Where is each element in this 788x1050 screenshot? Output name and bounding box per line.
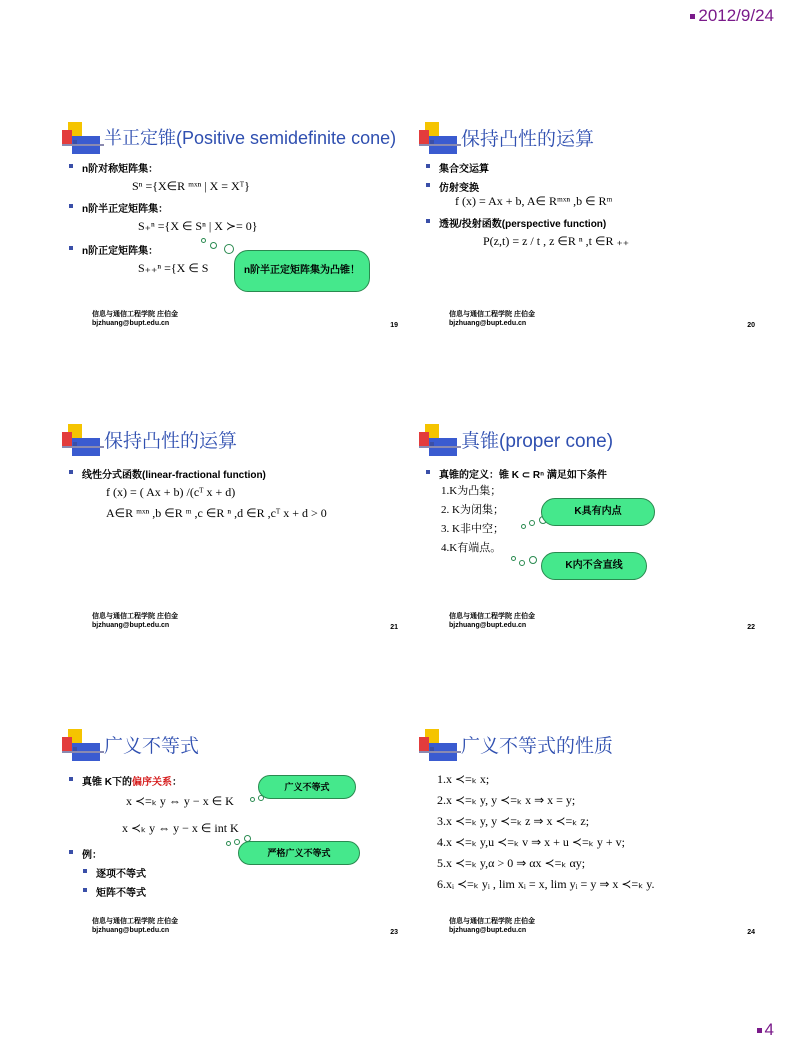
logo-icon: [62, 122, 104, 156]
slide-number: 21: [390, 624, 398, 631]
callout-dot: [234, 839, 240, 845]
highlight-text: 偏序关系: [132, 777, 172, 788]
footer: 信息与通信工程学院 庄伯金 bjzhuang@bupt.edu.cn: [92, 918, 178, 934]
footer: 信息与通信工程学院 庄伯金 bjzhuang@bupt.edu.cn: [92, 613, 178, 629]
condition-item: 1.K为凸集；: [441, 485, 502, 497]
slide-number: 20: [747, 322, 755, 329]
properties-list: [437, 769, 655, 895]
formula: f (x) = ( Ax + b) /(cᵀ x + d): [106, 485, 236, 499]
formula: Sⁿ ={X∈R ᵐˣⁿ | X = Xᵀ}: [132, 179, 250, 193]
slide-title: 真锥(proper cone): [461, 431, 614, 452]
property-item: 3.x ≺=ₖ y, y ≺=ₖ z ⇒ x ≺=ₖ z;: [437, 814, 590, 828]
callout-dot: [519, 560, 525, 566]
slide-title: 保持凸性的运算: [461, 129, 595, 150]
bullet-item: n阶正定矩阵集：: [68, 242, 398, 257]
logo-icon: [62, 729, 104, 763]
condition-item: 3. K非中空；: [441, 523, 504, 535]
formula: A∈R ᵐˣⁿ ,b ∈R ᵐ ,c ∈R ⁿ ,d ∈R ,cᵀ x + d > 0: [106, 506, 327, 520]
callout-bubble: 严格广义不等式: [238, 841, 360, 865]
bullet-item: 集合交运算: [425, 160, 755, 175]
footer: 信息与通信工程学院 庄伯金 bjzhuang@bupt.edu.cn: [92, 311, 178, 327]
slide-21: [60, 420, 400, 630]
callout-bubble: 广义不等式: [258, 775, 356, 799]
bullet-item: n阶半正定矩阵集：: [68, 200, 398, 215]
formula: f (x) = Ax + b, A∈ Rᵐˣⁿ ,b ∈ Rᵐ: [455, 194, 613, 208]
footer: 信息与通信工程学院 庄伯金 bjzhuang@bupt.edu.cn: [449, 311, 535, 327]
callout-bubble: K内不含直线: [541, 552, 647, 580]
bullet-item: 透视/投射函数(perspective function): [425, 215, 755, 230]
property-item: 6.xᵢ ≺=ₖ yᵢ , lim xᵢ = x, lim yᵢ = y ⇒ x ≺=ₖ y.: [437, 877, 655, 891]
property-item: 1.x ≺=ₖ x;: [437, 772, 490, 786]
slide-20: [417, 118, 757, 328]
date-header: 2012/9/24: [690, 6, 774, 26]
bullet-item: 真锥 K下的偏序关系：: [68, 773, 398, 788]
slide-number: 24: [747, 929, 755, 936]
condition-item: 4.K有端点。: [441, 542, 502, 554]
formula: S₊₊ⁿ ={X ∈ S: [138, 261, 209, 275]
bullet-item: 矩阵不等式: [82, 884, 398, 899]
footer: 信息与通信工程学院 庄伯金 bjzhuang@bupt.edu.cn: [449, 918, 535, 934]
formula: P(z,t) = z / t , z ∈R ⁿ ,t ∈R ₊₊: [483, 234, 630, 248]
callout-bubble: K具有内点: [541, 498, 655, 526]
property-item: 2.x ≺=ₖ y, y ≺=ₖ x ⇒ x = y;: [437, 793, 576, 807]
callout-dot: [250, 797, 255, 802]
slide-title: 广义不等式的性质: [461, 736, 614, 757]
property-item: 4.x ≺=ₖ y,u ≺=ₖ v ⇒ x + u ≺=ₖ y + v;: [437, 835, 625, 849]
bullet-item: 例：: [68, 846, 398, 861]
logo-icon: [419, 122, 461, 156]
slide-number: 23: [390, 929, 398, 936]
slide-23: [60, 725, 400, 935]
slide-24: [417, 725, 757, 935]
logo-icon: [419, 729, 461, 763]
slide-title: 保持凸性的运算: [104, 431, 238, 452]
callout-dot: [511, 556, 516, 561]
condition-item: 2. K为闭集；: [441, 504, 504, 516]
bullet-item: 逐项不等式: [82, 865, 398, 880]
formula: x ≺=ₖ y ⇔ y − x ∈ K: [126, 794, 234, 808]
callout-dot: [529, 520, 535, 526]
slide-22: [417, 420, 757, 630]
conditions-list: [441, 482, 504, 558]
slide-19: [60, 118, 400, 328]
slide-title: 半正定锥(Positive semidefinite cone): [104, 128, 397, 148]
logo-icon: [419, 424, 461, 458]
formula: x ≺ₖ y ⇔ y − x ∈ int K: [122, 821, 239, 835]
formula: S₊ⁿ ={X ∈ Sⁿ | X ≻= 0}: [138, 219, 258, 233]
slide-title: 广义不等式: [104, 736, 200, 757]
callout-dot: [226, 841, 231, 846]
footer: 信息与通信工程学院 庄伯金 bjzhuang@bupt.edu.cn: [449, 613, 535, 629]
property-item: 5.x ≺=ₖ y,α > 0 ⇒ αx ≺=ₖ αy;: [437, 856, 586, 870]
callout-dot: [521, 524, 526, 529]
logo-icon: [62, 424, 104, 458]
bullet-item: 仿射变换: [425, 179, 755, 194]
slide-number: 19: [390, 322, 398, 329]
bullet-item: n阶对称矩阵集：: [68, 160, 398, 175]
callout-dot: [210, 242, 217, 249]
page-number: 4: [757, 1020, 774, 1040]
bullet-item: 线性分式函数(linear-fractional function): [68, 466, 398, 481]
callout-bubble: n阶半正定矩阵集为凸锥！: [234, 250, 370, 292]
callout-dot: [224, 244, 234, 254]
callout-dot: [529, 556, 537, 564]
slide-number: 22: [747, 624, 755, 631]
callout-dot: [201, 238, 206, 243]
bullet-item: 真锥的定义：锥 K ⊂ Rⁿ 满足如下条件: [425, 466, 755, 481]
